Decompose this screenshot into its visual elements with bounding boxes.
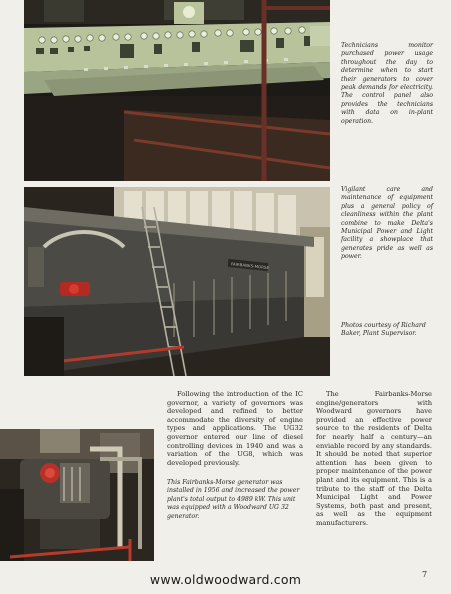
engine-room-photo	[24, 187, 330, 376]
engine-nameplate: FAIRBANKS-MORSE	[230, 261, 270, 271]
body-column-2	[316, 390, 432, 528]
footer-url[interactable]: www.oldwoodward.com	[149, 572, 302, 587]
control-panel-caption: Technicians monitor purchased power usage throughout the day to determine when to start their generators to cover peak demands for electricity. The control panel also provides the technicians with data on in-plant operation.	[341, 42, 433, 125]
page-number: 7	[422, 570, 428, 579]
body-paragraph-2: The Fairbanks-Morse engine/generators with Woodward governors have provided an effective power source to the residents of Delta for nearly half a century—an enviable record by any standards. It should be noted that superior attention has been given to proper maintenance of the power plant and its equipment. This is a tribute to the staff of the Delta Municipal Light and Power Systems, both past and present, as well as the equipment manufacturers.	[316, 390, 432, 527]
maintenance-caption: Vigilant care and maintenance of equipment plus a general policy of cleanliness within the plant combine to make Delta's Municipal Power and Light facility a showplace that generates pride as well as power.	[341, 186, 433, 261]
control-panel-photo	[24, 0, 330, 181]
photo-credit: Photos courtesy of Richard Baker, Plant Supervisor.	[341, 322, 426, 338]
body-paragraph-1: Following the introduction of the IC governor, a variety of governors was developed and refined to better accommodate the diversity of engine types and applications. The UG32 governor entered our line of diesel controlling devices in 1940 and was a variation of the UG8, which was developed previously.	[167, 390, 303, 467]
generator-caption: This Fairbanks-Morse generator was installed in 1956 and increased the power plant's total output to 4989 kW. This unit was equipped with a Woodward UG 32 generator.	[167, 479, 300, 520]
body-column-1	[167, 390, 303, 467]
generator-photo	[0, 429, 154, 561]
